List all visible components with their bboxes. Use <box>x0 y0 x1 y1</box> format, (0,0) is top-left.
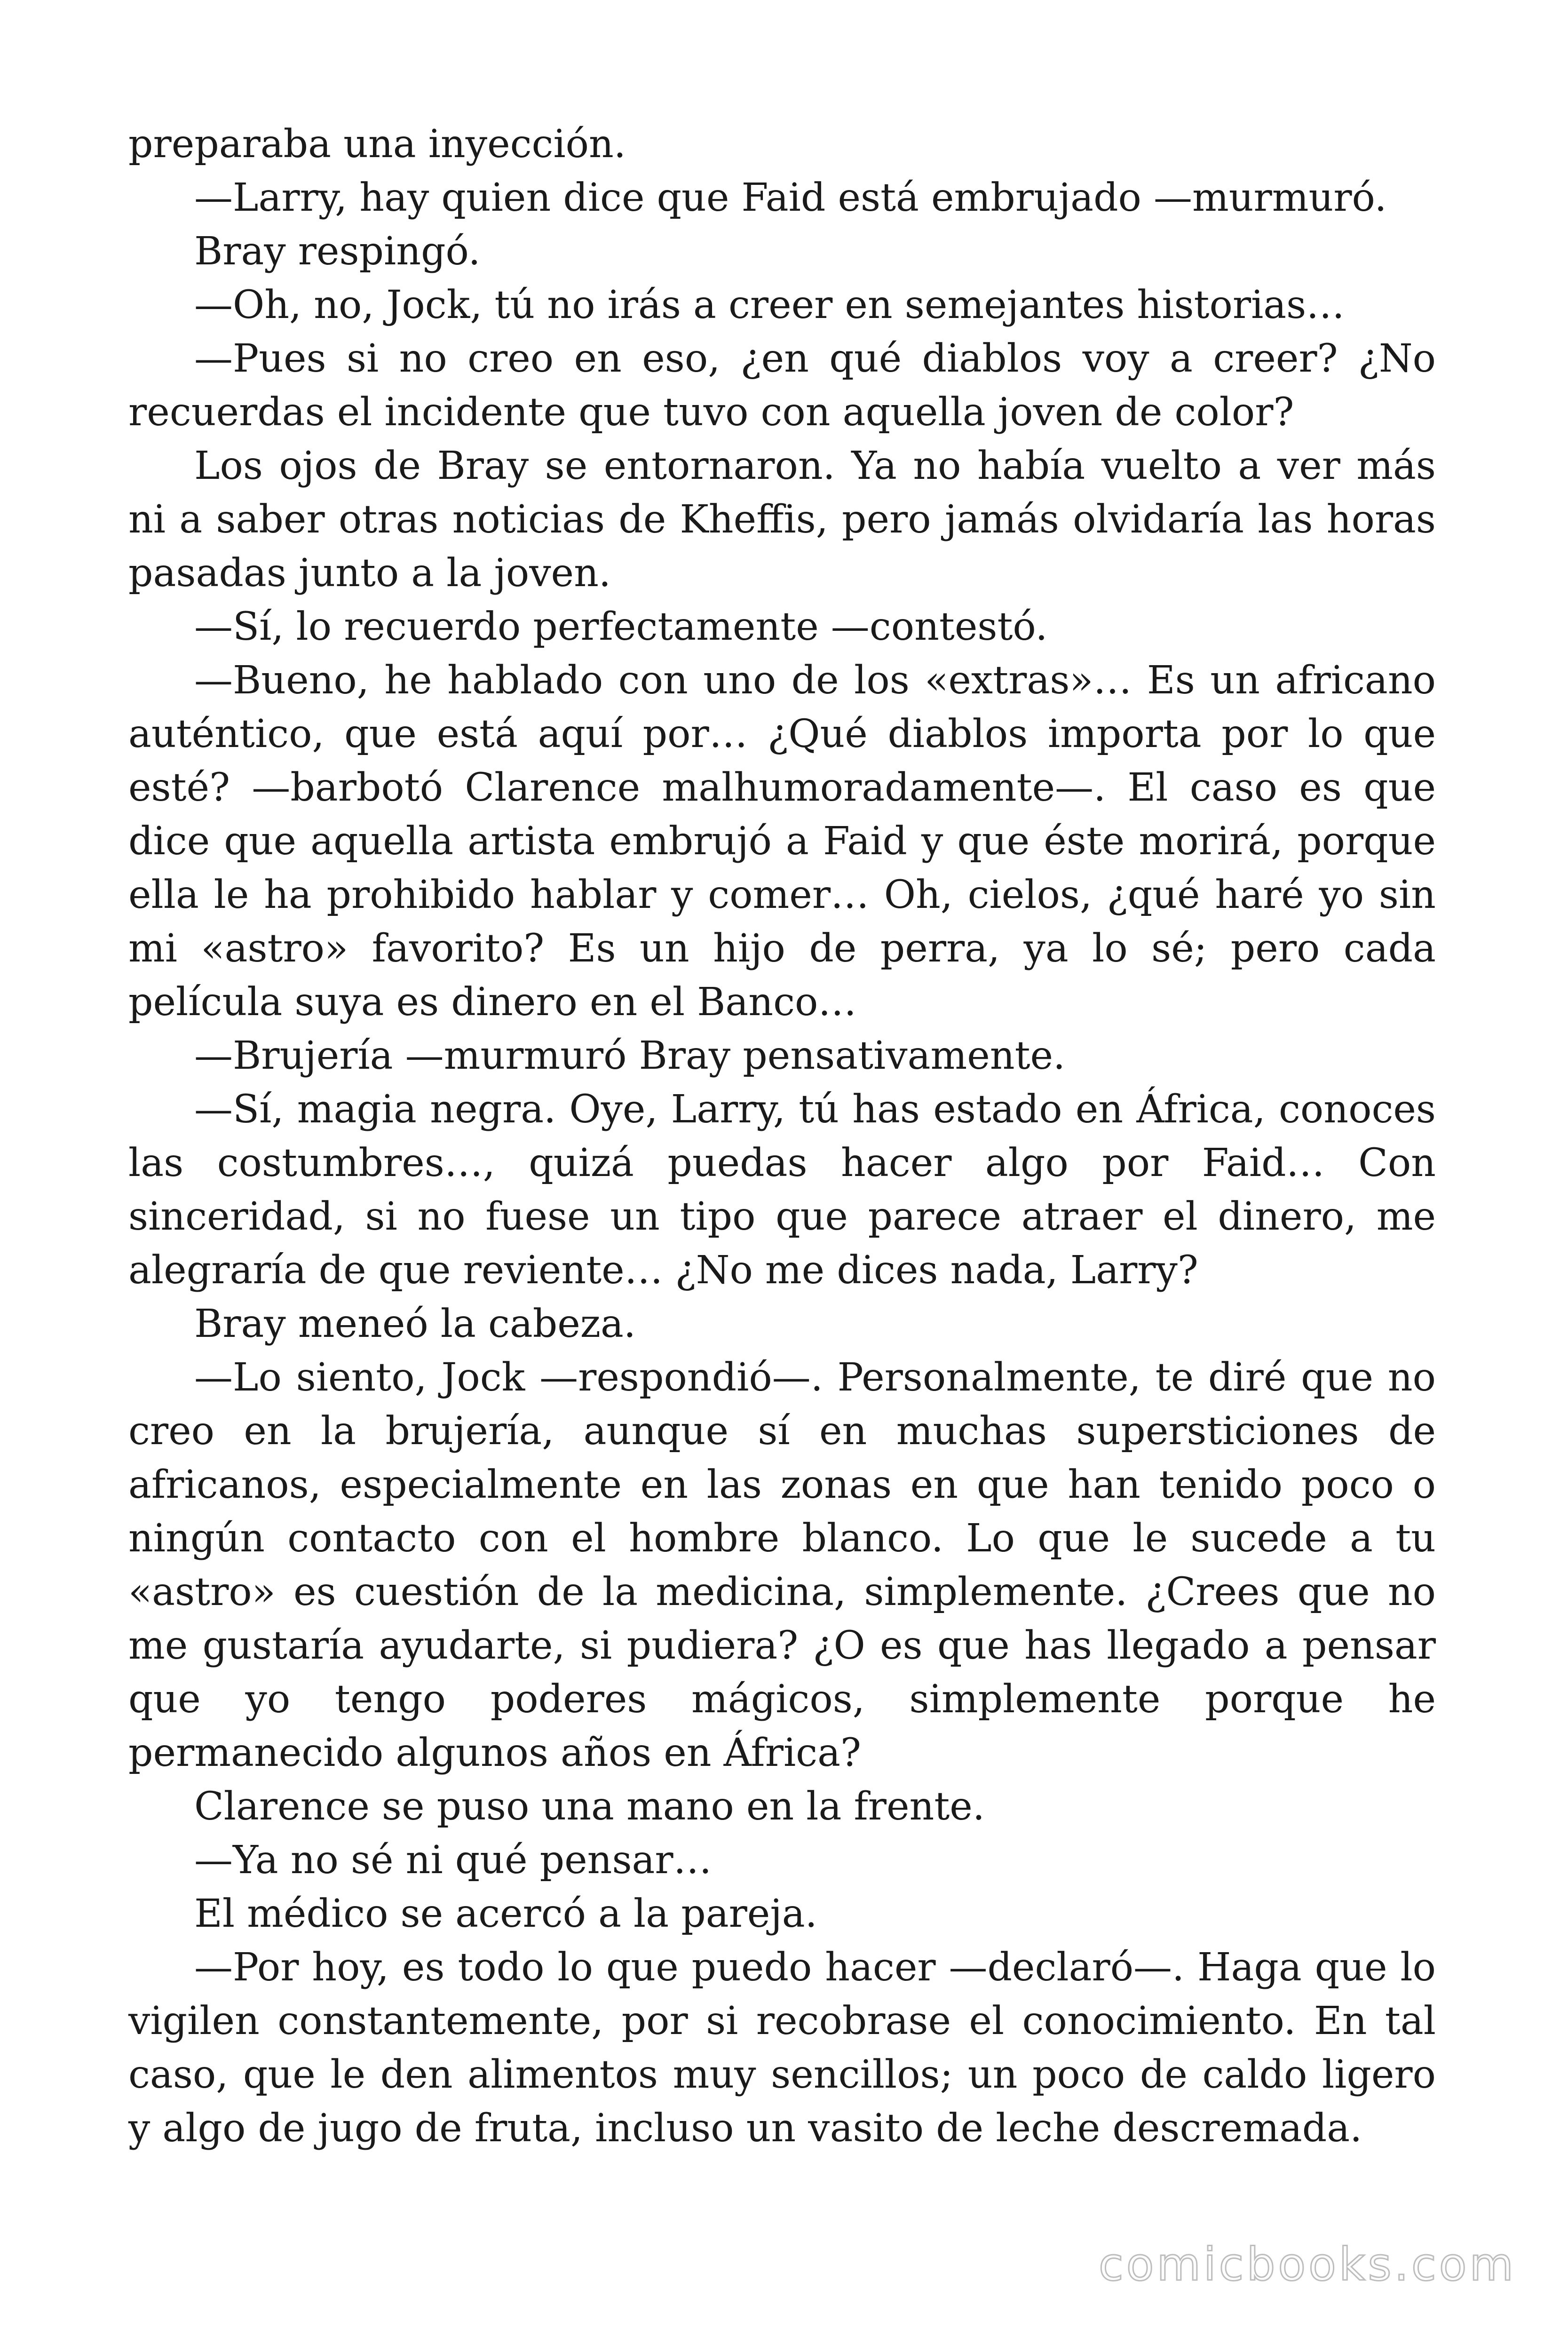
paragraph: —Brujería —murmuró Bray pensativamente. <box>194 1033 1066 1078</box>
paragraph: —Lo siento, Jock —respondió—. Personalmente, te diré que no creo en la brujería, aunque sí en muchas supersticiones de africanos, especialmente en las zonas en que han tenido poco o ningún contacto con el hombre blanco. Lo que le sucede a tu «astro» es cuestión de la medicina, simplemente. ¿Crees que no me gustaría ayudarte, si pudiera? ¿O es que has llegado a pensar que yo tengo poderes mágicos, simplemente porque he permanecido algunos años en África? <box>128 1355 1436 1775</box>
paragraph: Clarence se puso una mano en la frente. <box>194 1784 985 1829</box>
paragraph: —Por hoy, es todo lo que puedo hacer —declaró—. Haga que lo vigilen constantemente, por si recobrase el conocimiento. En tal caso, que le den alimentos muy sencillos; un poco de caldo ligero y algo de jugo de fruta, incluso un vasito de leche descremada. <box>128 1945 1436 2151</box>
paragraph: Los ojos de Bray se entornaron. Ya no había vuelto a ver más ni a saber otras noticias de Kheffis, pero jamás olvidaría las horas pasadas junto a la joven. <box>128 444 1436 596</box>
watermark: comicbooks.com <box>1098 2238 1516 2291</box>
paragraph: Bray respingó. <box>194 229 481 274</box>
paragraph: —Larry, hay quien dice que Faid está embrujado —murmuró. <box>194 175 1387 220</box>
paragraph: —Sí, lo recuerdo perfectamente —contestó. <box>194 604 1048 649</box>
paragraph: —Pues si no creo en eso, ¿en qué diablos voy a creer? ¿No recuerdas el incidente que tuvo con aquella joven de color? <box>128 336 1436 435</box>
paragraph: El médico se acercó a la pareja. <box>194 1891 817 1936</box>
paragraph: —Ya no sé ni qué pensar… <box>194 1838 712 1883</box>
paragraph: —Oh, no, Jock, tú no irás a creer en semejantes historias… <box>194 283 1345 327</box>
paragraph: —Bueno, he hablado con uno de los «extras»… Es un africano auténtico, que está aquí por… ¿Qué diablos importa por lo que esté? —barbotó Clarence malhumoradamente—. El caso es que dice que aquella artista embrujó a Faid y que éste morirá, porque ella le ha prohibido hablar y comer… Oh, cielos, ¿qué haré yo sin mi «astro» favorito? Es un hijo de perra, ya lo sé; pero cada película suya es dinero en el Banco… <box>128 658 1436 1025</box>
paragraph: preparaba una inyección. <box>128 122 626 167</box>
paragraph: —Sí, magia negra. Oye, Larry, tú has estado en África, conoces las costumbres…, quizá puedas hacer algo por Faid… Con sinceridad, si no fuese un tipo que parece atraer el dinero, me alegraría de que reviente… ¿No me dices nada, Larry? <box>128 1087 1436 1293</box>
page-body-text <box>128 118 1436 2155</box>
paragraph: Bray meneó la cabeza. <box>194 1302 636 1346</box>
